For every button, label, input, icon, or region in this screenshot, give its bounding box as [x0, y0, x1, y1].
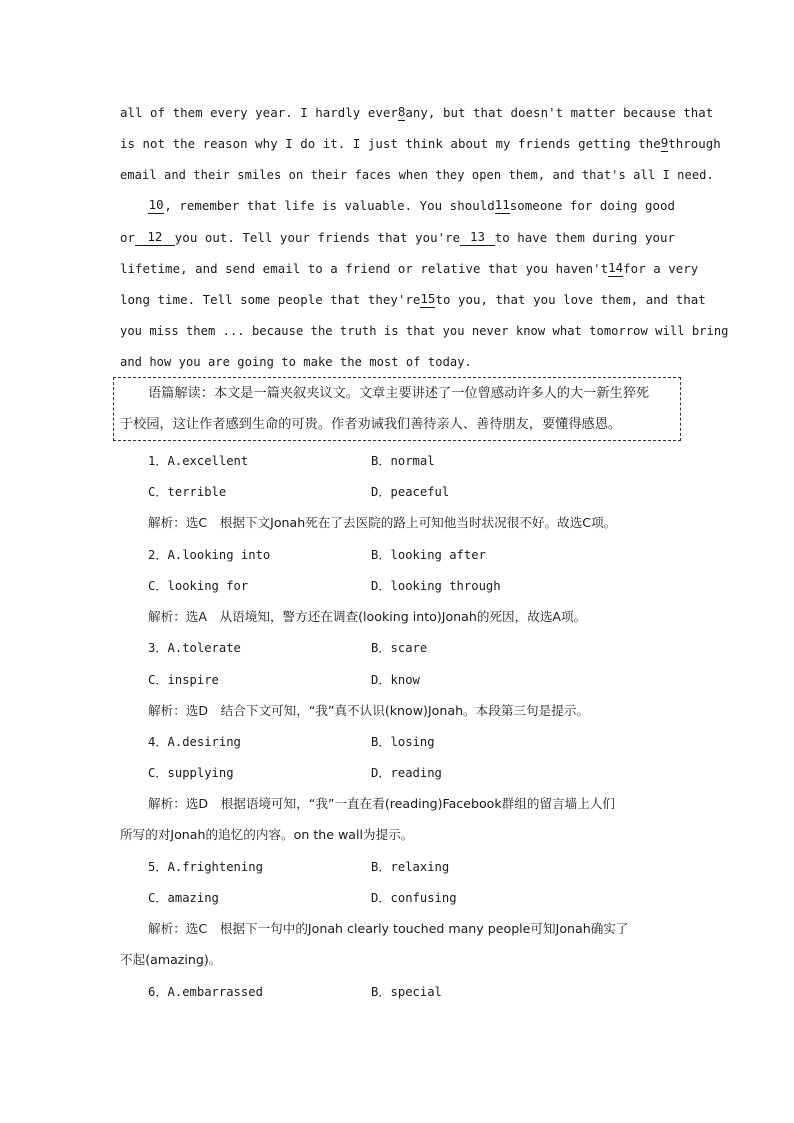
question-explanation: 解析：选C 根据下文Jonah死在了去医院的路上可知他当时状况很不好。故选C项。: [148, 515, 617, 530]
option-c: C．supplying: [148, 766, 234, 780]
passage-line: [120, 291, 706, 308]
question-explanation: 解析：选A 从语境知，警方还在调查(looking into)Jonah的死因，故选A项。: [148, 609, 587, 624]
option-a: 3．A.tolerate: [148, 641, 241, 655]
question-explanation-continued: 不起(amazing)。: [120, 952, 222, 967]
blank-12: 12: [135, 230, 175, 246]
option-a: 6．A.embarrassed: [148, 985, 263, 999]
blank-9: 9: [660, 135, 669, 150]
option-b: B．looking after: [371, 548, 486, 562]
question-explanation: 解析：选D 结合下文可知，“我”真不认识(know)Jonah。本段第三句是提示。: [148, 703, 589, 718]
option-d: D．confusing: [371, 891, 457, 905]
option-d: D．looking through: [371, 579, 501, 593]
passage-text: someone for doing good: [509, 198, 675, 213]
option-c: C．amazing: [148, 891, 219, 905]
passage-text: , remember that life is valuable. You should: [164, 198, 495, 213]
passage-text: any, but that doesn't matter because that: [405, 105, 714, 120]
option-a: 1．A.excellent: [148, 454, 249, 468]
passage-text: long time. Tell some people that they're: [120, 292, 421, 307]
passage-line: [120, 230, 675, 246]
blank-14: 14: [608, 260, 624, 275]
option-c: C．looking for: [148, 579, 249, 593]
passage-text: and how you are going to make the most of today.: [120, 355, 472, 369]
passage-text: all of them every year. I hardly ever: [120, 105, 398, 120]
option-b: B．relaxing: [371, 860, 450, 874]
blank-11: 11: [494, 197, 510, 212]
option-c: C．terrible: [148, 485, 227, 499]
option-d: D．peaceful: [371, 485, 450, 499]
blank-13: 13: [460, 230, 495, 246]
passage-text: for a very: [623, 261, 699, 276]
question-explanation: 解析：选D 根据语境可知，“我”一直在看(reading)Facebook群组的留言墙上人们: [148, 796, 616, 811]
passage-text: you miss them ... because the truth is that you never know what tomorrow will bring: [120, 324, 729, 338]
option-c: C．inspire: [148, 673, 219, 687]
passage-text: to you, that you love them, and that: [435, 292, 706, 307]
option-d: D．reading: [371, 766, 442, 780]
question-explanation-continued: 所写的对Jonah的追忆的内容。on the wall为提示。: [120, 827, 414, 842]
option-a: 4．A.desiring: [148, 735, 241, 749]
passage-text: or: [120, 230, 136, 245]
blank-15: 15: [420, 291, 436, 306]
passage-text: through: [668, 136, 721, 151]
passage-line: [120, 354, 675, 370]
option-a: 2．A.looking into: [148, 548, 271, 562]
passage-text: lifetime, and send email to a friend or relative that you haven't: [120, 261, 609, 276]
question-explanation: 解析：选C 根据下一句中的Jonah clearly touched many people可知Jonah确实了: [148, 921, 629, 936]
option-a: 5．A.frightening: [148, 860, 263, 874]
option-b: B．losing: [371, 735, 435, 749]
option-b: B．normal: [371, 454, 435, 468]
blank-8: 8: [397, 104, 406, 119]
option-b: B．scare: [371, 641, 428, 655]
summary-line: 于校园，这让作者感到生命的可贵。作者劝诫我们善待亲人、善待朋友，要懂得感恩。: [120, 417, 622, 432]
passage-line: [120, 323, 729, 339]
passage-text: email and their smiles on their faces when they open them, and that's all I need.: [120, 168, 714, 182]
passage-line: [148, 198, 675, 214]
passage-text: you out. Tell your friends that you're: [174, 230, 461, 245]
passage-line: [120, 167, 714, 183]
option-b: B．special: [371, 985, 442, 999]
passage-line: [120, 104, 714, 121]
option-d: D．know: [371, 673, 420, 687]
summary-line: 语篇解读：本文是一篇夹叙夹议文。文章主要讲述了一位曾感动许多人的大一新生猝死: [148, 386, 650, 401]
passage-text: to have them during your: [494, 230, 675, 245]
passage-text: is not the reason why I do it. I just think about my friends getting the: [120, 136, 661, 151]
blank-10: 10: [148, 197, 164, 212]
passage-line: [120, 260, 699, 277]
passage-line: [120, 135, 721, 152]
